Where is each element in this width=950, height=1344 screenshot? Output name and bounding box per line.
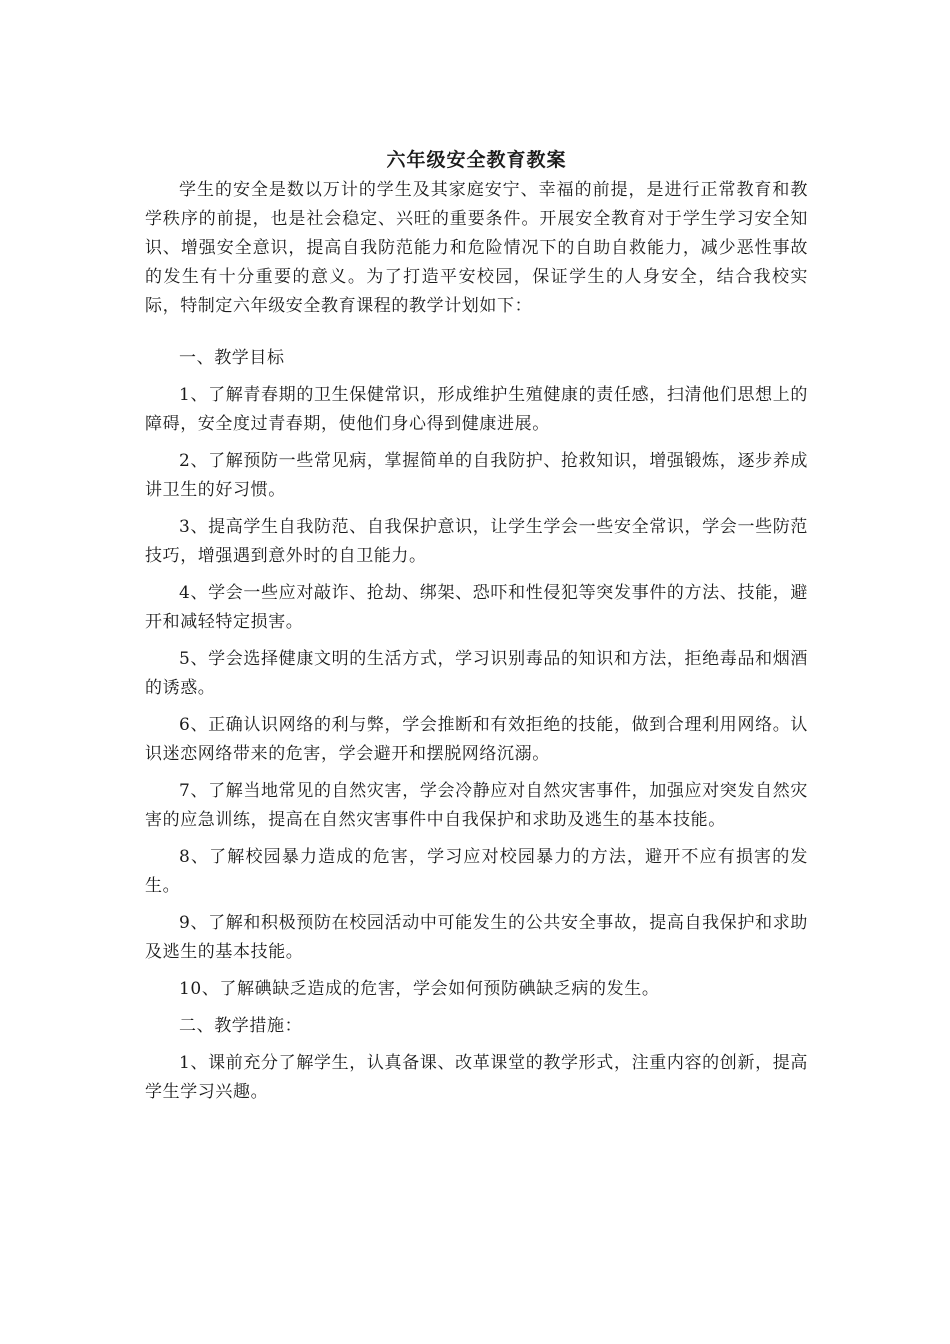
document-title: 六年级安全教育教案: [386, 149, 567, 171]
goal-item: 7、了解当地常见的自然灾害，学会冷静应对自然灾害事件，加强应对突发自然灾害的应急训练，提高在自然灾害事件中自我保护和求助及逃生的基本技能。: [145, 781, 808, 830]
goal-item: 4、学会一些应对敲诈、抢劫、绑架、恐吓和性侵犯等突发事件的方法、技能，避开和减轻特定损害。: [145, 583, 808, 632]
section-heading-goals: 一、教学目标: [179, 348, 285, 368]
section-heading-measures: 二、教学措施：: [179, 1016, 303, 1036]
goal-item: 5、学会选择健康文明的生活方式，学习识别毒品的知识和方法，拒绝毒品和烟酒的诱惑。: [145, 649, 808, 698]
goal-item: 6、正确认识网络的利与弊，学会推断和有效拒绝的技能，做到合理利用网络。认识迷恋网络带来的危害，学会避开和摆脱网络沉溺。: [145, 715, 808, 764]
document-body: [145, 146, 808, 1107]
goal-item: 9、了解和积极预防在校园活动中可能发生的公共安全事故，提高自我保护和求助及逃生的基本技能。: [145, 913, 808, 962]
goal-item: 8、了解校园暴力造成的危害，学习应对校园暴力的方法，避开不应有损害的发生。: [145, 847, 808, 896]
measure-item: 1、课前充分了解学生，认真备课、改革课堂的教学形式，注重内容的创新，提高学生学习兴趣。: [145, 1053, 808, 1102]
goal-item: 2、了解预防一些常见病，掌握简单的自我防护、抢救知识，增强锻炼，逐步养成讲卫生的好习惯。: [145, 451, 808, 500]
goal-item: 3、提高学生自我防范、自我保护意识，让学生学会一些安全常识，学会一些防范技巧，增强遇到意外时的自卫能力。: [145, 517, 808, 566]
intro-paragraph: 学生的安全是数以万计的学生及其家庭安宁、幸福的前提，是进行正常教育和教学秩序的前提，也是社会稳定、兴旺的重要条件。开展安全教育对于学生学习安全知识、增强安全意识，提高自我防范能力和危险情况下的自助自救能力，减少恶性事故的发生有十分重要的意义。为了打造平安校园，保证学生的人身安全，结合我校实际，特制定六年级安全教育课程的教学计划如下：: [145, 180, 808, 316]
goal-item: 1、了解青春期的卫生保健常识，形成维护生殖健康的责任感，扫清他们思想上的障碍，安全度过青春期，使他们身心得到健康进展。: [145, 385, 808, 434]
goal-item: 10、了解碘缺乏造成的危害，学会如何预防碘缺乏病的发生。: [179, 979, 660, 999]
